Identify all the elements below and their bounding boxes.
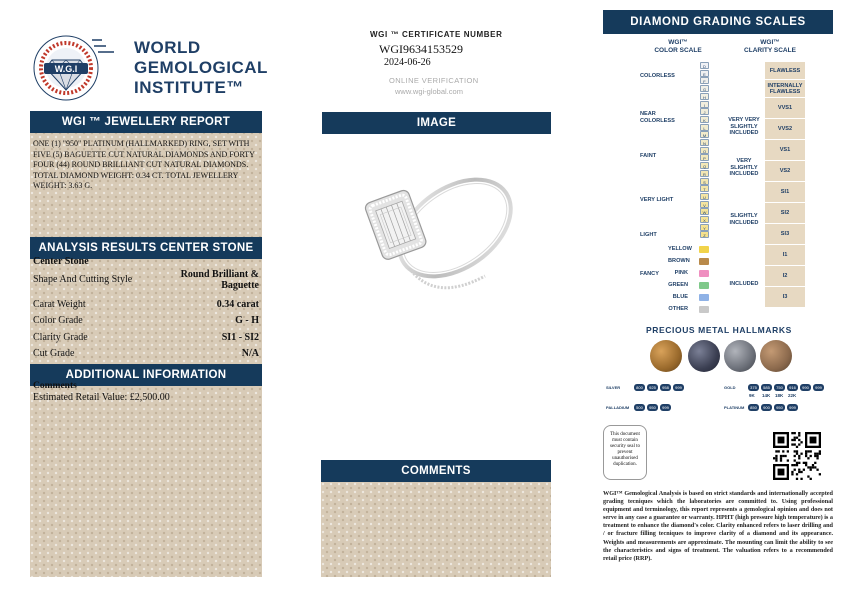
online-verification-label: ONLINE VERIFICATION [389,76,479,85]
logo-line-2: GEMOLOGICAL [134,58,268,77]
color-group-very-light: VERY LIGHT [640,197,674,203]
emblem-text: W.G.I [54,64,78,74]
certificate-number: WGI9634153529 [379,42,463,56]
palladium-mark-500: 500 [634,404,645,411]
center-stone-subtitle: Center Stone [33,256,89,267]
color-grade-v: V [700,201,709,208]
color-group-faint: FAINT [640,153,657,159]
color-grade-t: T [700,185,709,192]
gold-mark-375: 375 [748,384,759,391]
wgi-emblem-icon [30,30,122,102]
row-label: Shape And Cutting Style [33,274,133,285]
color-grade-e: E [700,70,709,77]
clarity-grade-si1: SI1 [765,182,805,203]
clarity-grade-vvs1: VVS1 [765,98,805,119]
silver-hallmark-label: SILVER [606,385,621,390]
clarity-group-vs: VERY SLIGHTLY INCLUDED [729,158,759,177]
row-label: Color Grade [33,315,83,326]
hallmarks-title: PRECIOUS METAL HALLMARKS [646,325,792,335]
color-grade-z: Z [700,231,709,238]
gold-mark-999: 999 [813,384,824,391]
palladium-hallmark-label: PALLADIUM [606,405,630,410]
color-grade-p: P [700,154,709,161]
fancy-label-green: GREEN [668,282,688,288]
gold-hallmark-label: GOLD [724,385,736,390]
analysis-title-bar: ANALYSIS RESULTS CENTER STONE [30,237,262,259]
color-grade-j: J [700,108,709,115]
qr-code-icon[interactable] [773,432,821,480]
color-group-near-colorless: NEAR COLORLESS [640,111,675,124]
analysis-row-carat [33,299,259,310]
report-title-bar: WGI ™ JEWELLERY REPORT [30,111,262,133]
fancy-stone-other [699,306,709,313]
row-label: Cut Grade [33,348,75,359]
comments-box [321,482,551,577]
clarity-grade-i2: I2 [765,266,805,287]
fancy-label-yellow: YELLOW [668,246,692,252]
disclaimer-text: WGI™ Gemological Analysis is based on strict standards and internationally accepted grading tecniques which the laboratories are committed to. Using professional equipment and terminology, this report represents a gemological opinion and does not serve in any case a guarantee or warranty. HPHT (high pressure high temperature) is a treatment to enhance the diamond's color. Clarity enhanced refers to laser drilling and / or fracture filling tecniques to improve clarity of a diamond and its appearance. Weights and measurements are approximate. The mounting can limit the ability to see the characteristics and signs of treatment. The valuation refers to a recommended retail price (RRP). [603,490,833,562]
gold-karat-22k: 22K [788,393,797,398]
gold-karat-18k: 18K [775,393,784,398]
clarity-grade-i3: I3 [765,287,805,308]
row-value: N/A [241,348,259,359]
platinum-mark-950: 950 [774,404,785,411]
color-grade-x: X [700,216,709,223]
color-grade-d: D [700,62,709,69]
grading-scales-title-bar: DIAMOND GRADING SCALES [603,10,833,34]
color-scale-header: WGI™ COLOR SCALE [654,39,702,54]
clarity-grade-si3: SI3 [765,224,805,245]
logo-line-1: WORLD [134,38,201,57]
wgi-logo [30,30,268,105]
gold-karat-14k: 14K [762,393,771,398]
report-panel [30,111,262,577]
report-description: ONE (1) "950" PLATINUM (HALLMARKED) RING, SET WITH FIVE (5) BAGUETTE CUT NATURAL DIAMONDS AND FORTY FOUR (44) ROUND BRILLIANT CUT NATURAL DIAMONDS. TOTAL DIAMOND WEIGHT: 0.34 CT. TOTAL JEWELLERY WEIGHT: 3.63 G. [33,139,255,190]
color-grade-q: Q [700,162,709,169]
palladium-mark-950: 950 [647,404,658,411]
analysis-row-shape [33,269,259,291]
gold-mark-916: 916 [787,384,798,391]
color-grade-y: Y [700,224,709,231]
certificate-heading: WGI ™ CERTIFICATE NUMBER [370,30,503,39]
clarity-grade-vs1: VS1 [765,140,805,161]
row-value: 0.34 carat [216,299,259,310]
row-label: Carat Weight [33,299,86,310]
row-label: Clarity Grade [33,332,88,343]
gold-mark-585: 585 [761,384,772,391]
color-group-colorless: COLORLESS [640,73,675,79]
palladium-coin-icon [760,340,792,372]
color-grade-r: R [700,170,709,177]
color-grade-o: O [700,147,709,154]
platinum-hallmark-label: PLATINUM [724,405,745,410]
row-value: G - H [235,315,259,326]
color-group-fancy: FANCY [640,271,659,277]
clarity-grade-vs2: VS2 [765,161,805,182]
image-title-bar: IMAGE [322,112,551,134]
color-grade-k: K [700,116,709,123]
color-grade-l: L [700,124,709,131]
ring-image [345,148,525,313]
clarity-grade-vvs2: VVS2 [765,119,805,140]
clarity-group-included: INCLUDED [729,281,759,287]
silver-mark-999: 999 [673,384,684,391]
analysis-row-color [33,315,259,326]
fancy-stone-yellow [699,246,709,253]
comments-label: Comments [33,381,77,391]
silver-coin-icon [724,340,756,372]
color-grade-u: U [700,193,709,200]
certificate-date: 2024-06-26 [384,57,431,68]
additional-info-bar: ADDITIONAL INFORMATION [30,364,262,386]
clarity-grade-si2: SI2 [765,203,805,224]
silver-mark-925: 925 [647,384,658,391]
fancy-label-other: OTHER [668,306,688,312]
color-grade-m: M [700,131,709,138]
palladium-mark-999: 999 [660,404,671,411]
fancy-label-blue: BLUE [672,294,688,300]
logo-line-3: INSTITUTE™ [134,78,244,97]
fancy-label-brown: BROWN [668,258,690,264]
platinum-mark-850: 850 [748,404,759,411]
fancy-stone-green [699,282,709,289]
fancy-label-pink: PINK [674,270,688,276]
online-verification-link[interactable]: www.wgi-global.com [395,87,463,96]
fancy-stone-blue [699,294,709,301]
clarity-grade-internally-flawless: INTERNALLY FLAWLESS [765,80,805,98]
wgi-wordmark [134,38,268,98]
color-grade-s: S [700,178,709,185]
color-grade-f: F [700,77,709,84]
color-grade-i: I [700,101,709,108]
color-grade-g: G [700,85,709,92]
platinum-mark-999: 999 [787,404,798,411]
clarity-grade-flawless: FLAWLESS [765,62,805,80]
fancy-stone-pink [699,270,709,277]
clarity-group-vvs: VERY VERY SLIGHTLY INCLUDED [728,117,760,136]
gold-coin-icon [650,340,682,372]
clarity-grade-i1: I1 [765,245,805,266]
gold-mark-990: 990 [800,384,811,391]
gold-karat-9k: 9K [749,393,755,398]
security-notice: This document must contain security seal to prevent unauthorised duplication. [603,425,647,480]
color-group-light: LIGHT [640,232,657,238]
comments-title-bar: COMMENTS [321,460,551,482]
row-value: Round Brilliant & Baguette [180,269,259,291]
color-grade-n: N [700,139,709,146]
color-grade-w: W [700,208,709,215]
platinum-mark-900: 900 [761,404,772,411]
row-value: SI1 - SI2 [221,332,259,343]
retail-value: Estimated Retail Value: £2,500.00 [33,392,170,403]
clarity-group-si: SLIGHTLY INCLUDED [729,213,759,226]
analysis-row-cut [33,348,259,359]
clarity-scale-header: WGI™ CLARITY SCALE [744,39,796,54]
silver-mark-958: 958 [660,384,671,391]
color-grade-h: H [700,93,709,100]
silver-mark-800: 800 [634,384,645,391]
gold-mark-750: 750 [774,384,785,391]
platinum-coin-icon [688,340,720,372]
fancy-stone-brown [699,258,709,265]
analysis-row-clarity [33,332,259,343]
